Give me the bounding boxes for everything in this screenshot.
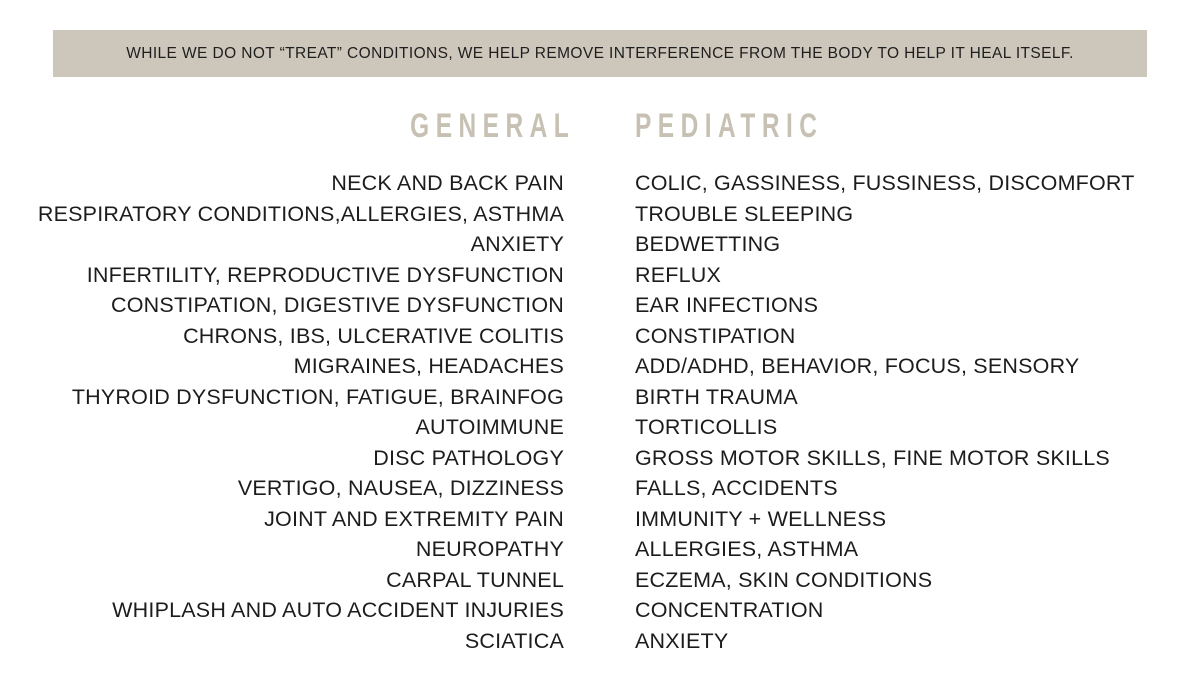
list-item: NECK AND BACK PAIN <box>331 171 564 195</box>
list-item: ANXIETY <box>470 232 564 256</box>
list-item: NEUROPATHY <box>415 537 564 561</box>
list-item: SCIATICA <box>464 628 564 653</box>
list-item: THYROID DYSFUNCTION, FATIGUE, BRAINFOG <box>71 384 564 409</box>
list-item: JOINT AND EXTREMITY PAIN <box>264 506 564 531</box>
list-item: TROUBLE SLEEPING <box>635 201 854 226</box>
list-item: BIRTH TRAUMA <box>635 384 798 409</box>
list-item: COLIC, GASSINESS, FUSSINESS, DISCOMFORT <box>635 171 1135 195</box>
list-item: IMMUNITY + WELLNESS <box>635 506 887 531</box>
list-item: CONCENTRATION <box>635 598 824 622</box>
list-item: TORTICOLLIS <box>635 415 778 439</box>
list-item: ECZEMA, SKIN CONDITIONS <box>635 567 933 592</box>
pediatric-heading: PEDIATRIC <box>635 107 824 145</box>
list-item: GROSS MOTOR SKILLS, FINE MOTOR SKILLS <box>635 445 1110 470</box>
list-item: DISC PATHOLOGY <box>373 445 564 470</box>
list-item: REFLUX <box>635 262 722 287</box>
list-item: CONSTIPATION <box>635 323 796 348</box>
list-item: CARPAL TUNNEL <box>386 567 564 592</box>
disclaimer-banner <box>53 30 1147 77</box>
list-item: FALLS, ACCIDENTS <box>635 476 838 500</box>
list-item: EAR INFECTIONS <box>635 293 819 317</box>
list-item: WHIPLASH AND AUTO ACCIDENT INJURIES <box>112 598 564 622</box>
pediatric-conditions-list <box>635 168 1135 656</box>
disclaimer-text: WHILE WE DO NOT “TREAT” CONDITIONS, WE HELP REMOVE INTERFERENCE FROM THE BODY TO HELP IT HEAL ITSELF. <box>126 44 1074 62</box>
list-item: CONSTIPATION, DIGESTIVE DYSFUNCTION <box>111 293 564 317</box>
list-item: MIGRAINES, HEADACHES <box>293 354 564 378</box>
list-item: BEDWETTING <box>635 232 781 256</box>
general-conditions-list <box>38 168 564 656</box>
general-heading: GENERAL <box>409 107 575 145</box>
list-item: VERTIGO, NAUSEA, DIZZINESS <box>237 476 564 500</box>
list-item: RESPIRATORY CONDITIONS,ALLERGIES, ASTHMA <box>37 201 564 226</box>
list-item: AUTOIMMUNE <box>415 415 564 439</box>
list-item: ALLERGIES, ASTHMA <box>635 537 859 561</box>
list-item: ADD/ADHD, BEHAVIOR, FOCUS, SENSORY <box>635 354 1080 378</box>
list-item: CHRONS, IBS, ULCERATIVE COLITIS <box>183 323 564 348</box>
list-item: ANXIETY <box>635 628 729 653</box>
list-item: INFERTILITY, REPRODUCTIVE DYSFUNCTION <box>86 262 564 287</box>
